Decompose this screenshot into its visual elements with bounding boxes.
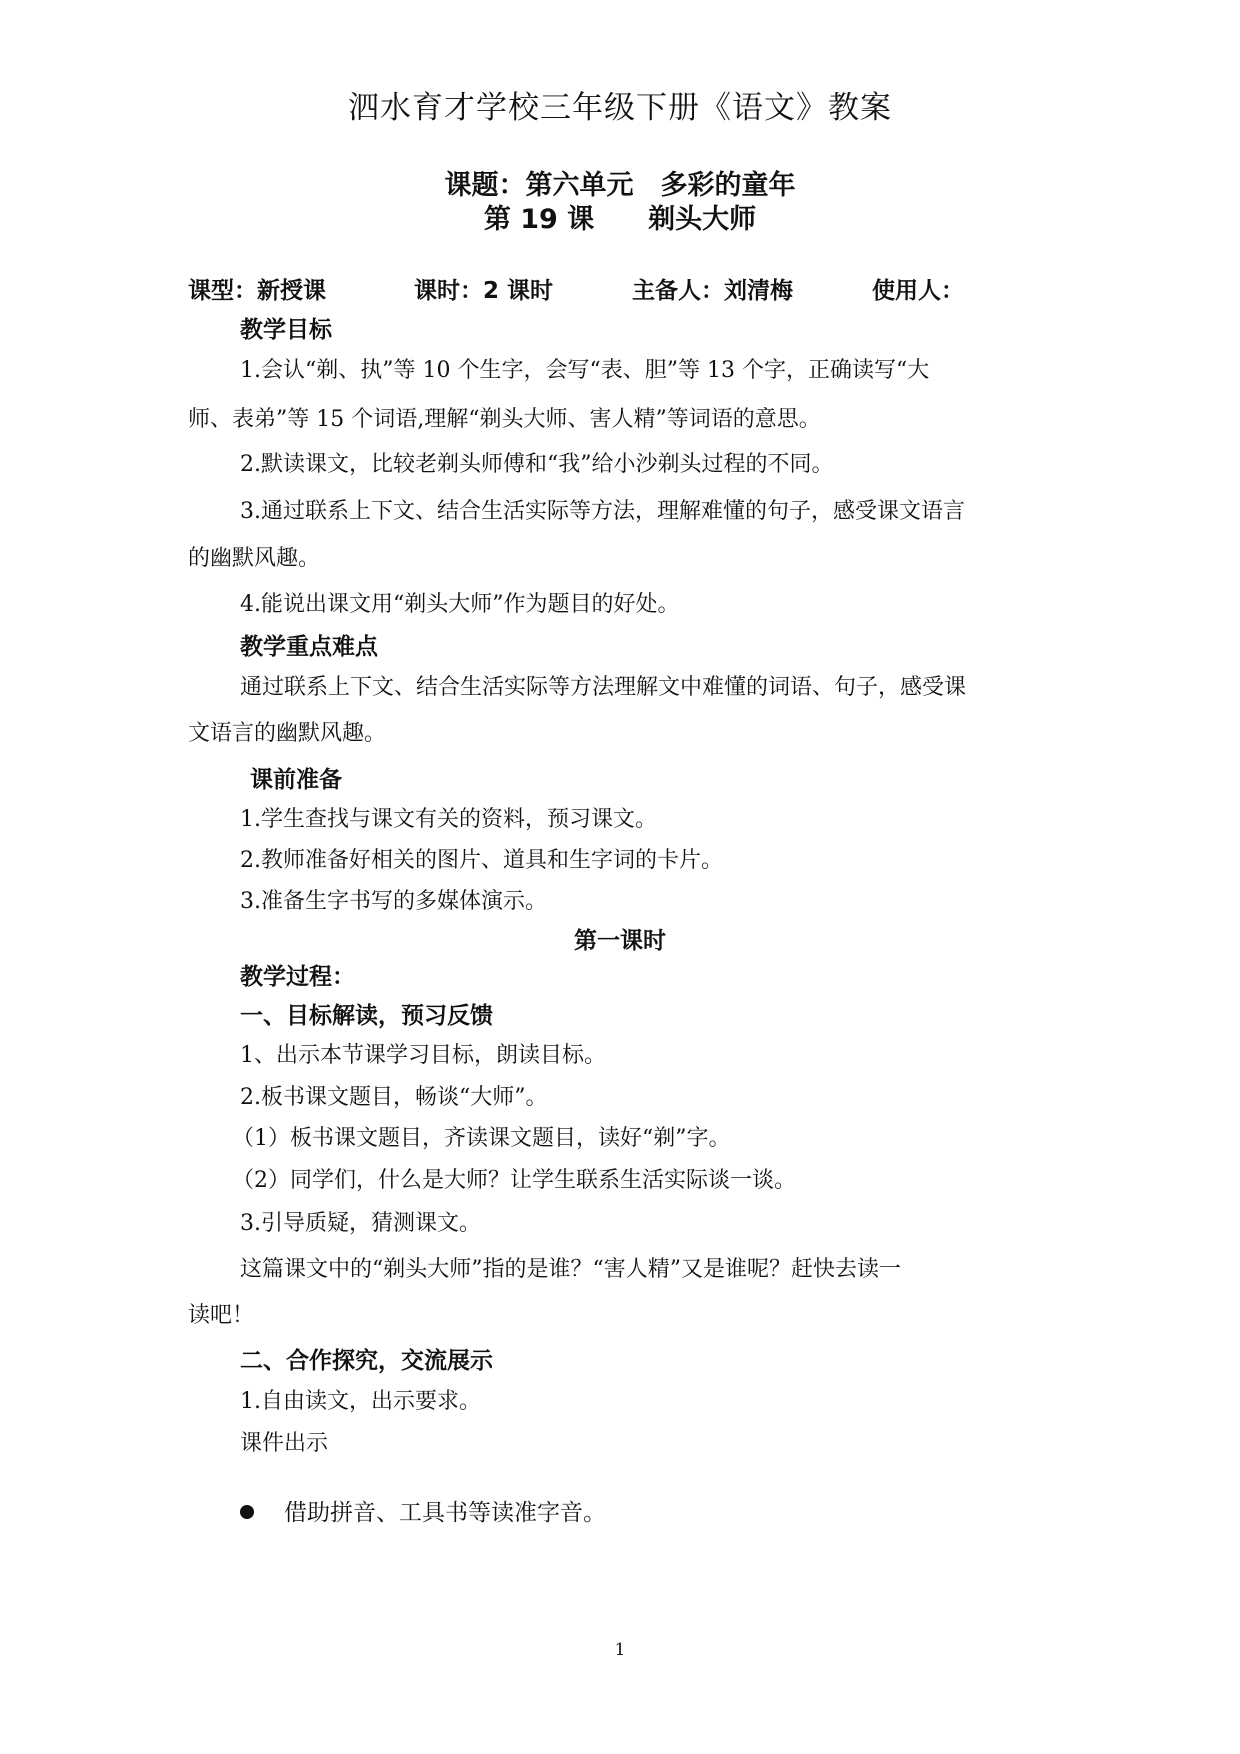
lesson-hours: 课时：2 课时 (414, 278, 554, 304)
objective-line: 的幽默风趣。 (188, 546, 321, 571)
lesson-user: 使用人： (872, 278, 964, 304)
part1-line: （2）同学们，什么是大师？让学生联系生活实际谈一谈。 (232, 1168, 796, 1193)
page-number: 1 (614, 1640, 626, 1660)
objective-line: 师、表弟”等 15 个词语,理解“剃头大师、害人精”等词语的意思。 (188, 407, 821, 432)
lesson-preparer: 主备人：刘清梅 (632, 278, 793, 304)
part1-line: 读吧！ (188, 1303, 255, 1328)
lesson-type: 课型：新授课 (188, 278, 326, 304)
part1-line: 这篇课文中的“剃头大师”指的是谁？“害人精”又是谁呢？赶快去读一 (240, 1257, 901, 1282)
lesson-number-title: 第 19 课 剃头大师 (483, 204, 757, 235)
preparation-line: 2.教师准备好相关的图片、道具和生字词的卡片。 (240, 848, 723, 873)
preparation-heading: 课前准备 (250, 767, 342, 793)
preparation-line: 1.学生查找与课文有关的资料，预习课文。 (240, 807, 657, 832)
bullet-icon (240, 1505, 254, 1519)
bullet-item (240, 1494, 606, 1527)
first-period-heading: 第一课时 (574, 928, 666, 954)
objective-line: 3.通过联系上下文、结合生活实际等方法，理解难懂的句子，感受课文语言 (240, 499, 965, 524)
bullet-text: 借助拼音、工具书等读准字音。 (284, 1500, 606, 1526)
part1-line: （1）板书课文题目，齐读课文题目，读好“剃”字。 (232, 1126, 731, 1151)
lesson-unit-title: 课题：第六单元 多彩的童年 (444, 170, 796, 201)
objective-line: 1.会认“剃、执”等 10 个生字，会写“表、胆”等 13 个字，正确读写“大 (240, 358, 930, 383)
part2-heading: 二、合作探究，交流展示 (240, 1348, 493, 1374)
key-points-line: 通过联系上下文、结合生活实际等方法理解文中难懂的词语、句子，感受课 (240, 675, 967, 700)
preparation-line: 3.准备生字书写的多媒体演示。 (240, 889, 547, 914)
objective-line: 4.能说出课文用“剃头大师”作为题目的好处。 (240, 592, 680, 617)
objective-line: 2.默读课文，比较老剃头师傅和“我”给小沙剃头过程的不同。 (240, 452, 834, 477)
process-heading: 教学过程： (240, 964, 355, 990)
part1-line: 3.引导质疑，猜测课文。 (240, 1211, 481, 1236)
part2-line: 课件出示 (240, 1431, 329, 1456)
key-points-heading: 教学重点难点 (240, 634, 378, 660)
part1-line: 1、出示本节课学习目标，朗读目标。 (240, 1043, 606, 1068)
school-title: 泗水育才学校三年级下册《语文》教案 (348, 90, 892, 126)
key-points-line: 文语言的幽默风趣。 (188, 721, 387, 746)
part1-heading: 一、目标解读，预习反馈 (240, 1003, 493, 1029)
objectives-heading: 教学目标 (240, 317, 332, 343)
part2-line: 1.自由读文，出示要求。 (240, 1389, 481, 1414)
part1-line: 2.板书课文题目，畅谈“大师”。 (240, 1085, 548, 1110)
